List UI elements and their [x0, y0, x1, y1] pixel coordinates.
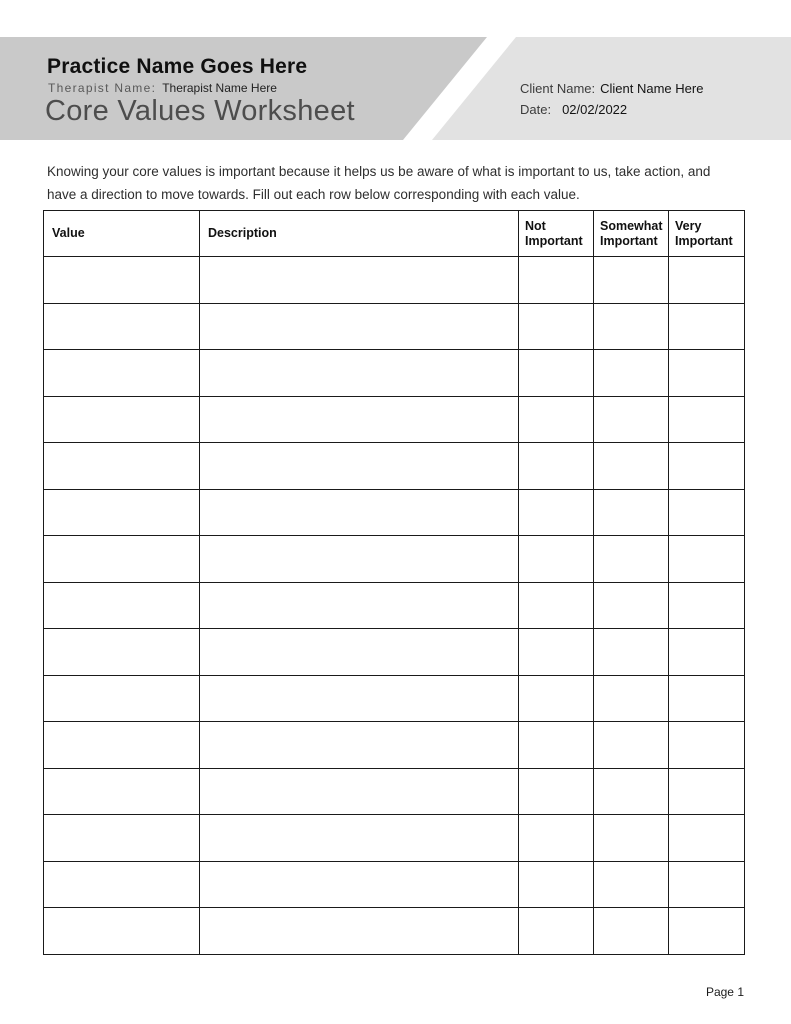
instructions-text: Knowing your core values is important because it helps us be aware of what is important to us, take action, and have a direction to move towards. Fill out each row below corresponding with each value.: [47, 164, 711, 202]
table-row: [44, 815, 745, 862]
client-name-label: Client Name:: [520, 81, 596, 96]
table-row: [44, 443, 745, 490]
table-row: [44, 861, 745, 908]
table-cell[interactable]: [44, 257, 200, 304]
table-cell[interactable]: [669, 908, 745, 955]
table-row: [44, 768, 745, 815]
therapist-name-value: Therapist Name Here: [162, 81, 277, 95]
table-cell[interactable]: [669, 722, 745, 769]
table-cell[interactable]: [669, 815, 745, 862]
table-cell[interactable]: [44, 861, 200, 908]
table-cell[interactable]: [519, 443, 594, 490]
core-values-table: [43, 210, 745, 955]
table-cell[interactable]: [669, 629, 745, 676]
table-cell[interactable]: [669, 443, 745, 490]
table-cell[interactable]: [594, 722, 669, 769]
table-cell[interactable]: [200, 582, 519, 629]
column-header-value: Value: [44, 211, 200, 257]
table-cell[interactable]: [594, 629, 669, 676]
table-cell[interactable]: [669, 489, 745, 536]
header-band: [0, 37, 791, 140]
table-cell[interactable]: [594, 815, 669, 862]
column-header-description: Description: [200, 211, 519, 257]
table-cell[interactable]: [669, 396, 745, 443]
table-row: [44, 489, 745, 536]
therapist-name-label: Therapist Name:: [48, 81, 157, 95]
table-cell[interactable]: [200, 861, 519, 908]
table-cell[interactable]: [594, 768, 669, 815]
table-cell[interactable]: [669, 861, 745, 908]
table-cell[interactable]: [594, 257, 669, 304]
column-header-somewhat-important: Somewhat Important: [594, 211, 669, 257]
table-cell[interactable]: [519, 768, 594, 815]
date-label: Date:: [520, 102, 552, 117]
table-cell[interactable]: [669, 536, 745, 583]
table-cell[interactable]: [519, 582, 594, 629]
table-cell[interactable]: [519, 815, 594, 862]
table-cell[interactable]: [519, 489, 594, 536]
table-cell[interactable]: [594, 443, 669, 490]
date-value: 02/02/2022: [562, 102, 628, 117]
therapist-name-line: [48, 81, 277, 95]
table-cell[interactable]: [519, 675, 594, 722]
table-cell[interactable]: [200, 722, 519, 769]
page-number: Page 1: [705, 985, 744, 999]
table-row: [44, 303, 745, 350]
table-cell[interactable]: [44, 629, 200, 676]
table-cell[interactable]: [519, 629, 594, 676]
table-cell[interactable]: [200, 815, 519, 862]
table-row: [44, 396, 745, 443]
table-row: [44, 536, 745, 583]
table-cell[interactable]: [669, 303, 745, 350]
table-cell[interactable]: [594, 861, 669, 908]
table-cell[interactable]: [669, 582, 745, 629]
table-cell[interactable]: [669, 768, 745, 815]
date-line: [520, 102, 627, 117]
table-cell[interactable]: [44, 489, 200, 536]
table-cell[interactable]: [44, 722, 200, 769]
table-cell[interactable]: [200, 396, 519, 443]
table-row: [44, 257, 745, 304]
table-cell[interactable]: [200, 768, 519, 815]
table-cell[interactable]: [200, 257, 519, 304]
table-cell[interactable]: [44, 675, 200, 722]
client-name-line: [520, 81, 703, 96]
table-row: [44, 908, 745, 955]
table-cell[interactable]: [669, 257, 745, 304]
table-cell[interactable]: [44, 536, 200, 583]
client-name-value: Client Name Here: [600, 81, 704, 96]
table-cell[interactable]: [44, 443, 200, 490]
table-cell[interactable]: [44, 396, 200, 443]
table-cell[interactable]: [594, 675, 669, 722]
table-cell[interactable]: [594, 536, 669, 583]
table-cell[interactable]: [44, 350, 200, 397]
table-row: [44, 629, 745, 676]
table-header-row: [44, 211, 745, 257]
table-cell[interactable]: [44, 908, 200, 955]
table-cell[interactable]: [200, 350, 519, 397]
page-title: Core Values Worksheet: [45, 95, 355, 127]
table-cell[interactable]: [519, 722, 594, 769]
table-cell[interactable]: [519, 257, 594, 304]
table-cell[interactable]: [44, 768, 200, 815]
table-cell[interactable]: [44, 815, 200, 862]
table-cell[interactable]: [519, 350, 594, 397]
table-cell[interactable]: [594, 582, 669, 629]
table-cell[interactable]: [200, 536, 519, 583]
table-cell[interactable]: [594, 489, 669, 536]
table-row: [44, 582, 745, 629]
table-cell[interactable]: [200, 303, 519, 350]
table-cell[interactable]: [519, 303, 594, 350]
table-cell[interactable]: [200, 908, 519, 955]
table-cell[interactable]: [200, 629, 519, 676]
table-row: [44, 350, 745, 397]
table-cell[interactable]: [200, 443, 519, 490]
table-cell[interactable]: [519, 396, 594, 443]
table-cell[interactable]: [519, 861, 594, 908]
table-cell[interactable]: [669, 675, 745, 722]
table-cell[interactable]: [594, 350, 669, 397]
table-cell[interactable]: [519, 536, 594, 583]
table-cell[interactable]: [200, 489, 519, 536]
table-cell[interactable]: [44, 303, 200, 350]
table-cell[interactable]: [200, 675, 519, 722]
column-header-very-important: Very Important: [669, 211, 745, 257]
table-cell[interactable]: [669, 350, 745, 397]
column-header-not-important: Not Important: [519, 211, 594, 257]
table-row: [44, 722, 745, 769]
table-row: [44, 675, 745, 722]
table-cell[interactable]: [594, 396, 669, 443]
table-body: [44, 257, 745, 955]
table-cell[interactable]: [594, 908, 669, 955]
practice-name: Practice Name Goes Here: [47, 55, 308, 78]
table-cell[interactable]: [519, 908, 594, 955]
table-cell[interactable]: [44, 582, 200, 629]
table-cell[interactable]: [594, 303, 669, 350]
